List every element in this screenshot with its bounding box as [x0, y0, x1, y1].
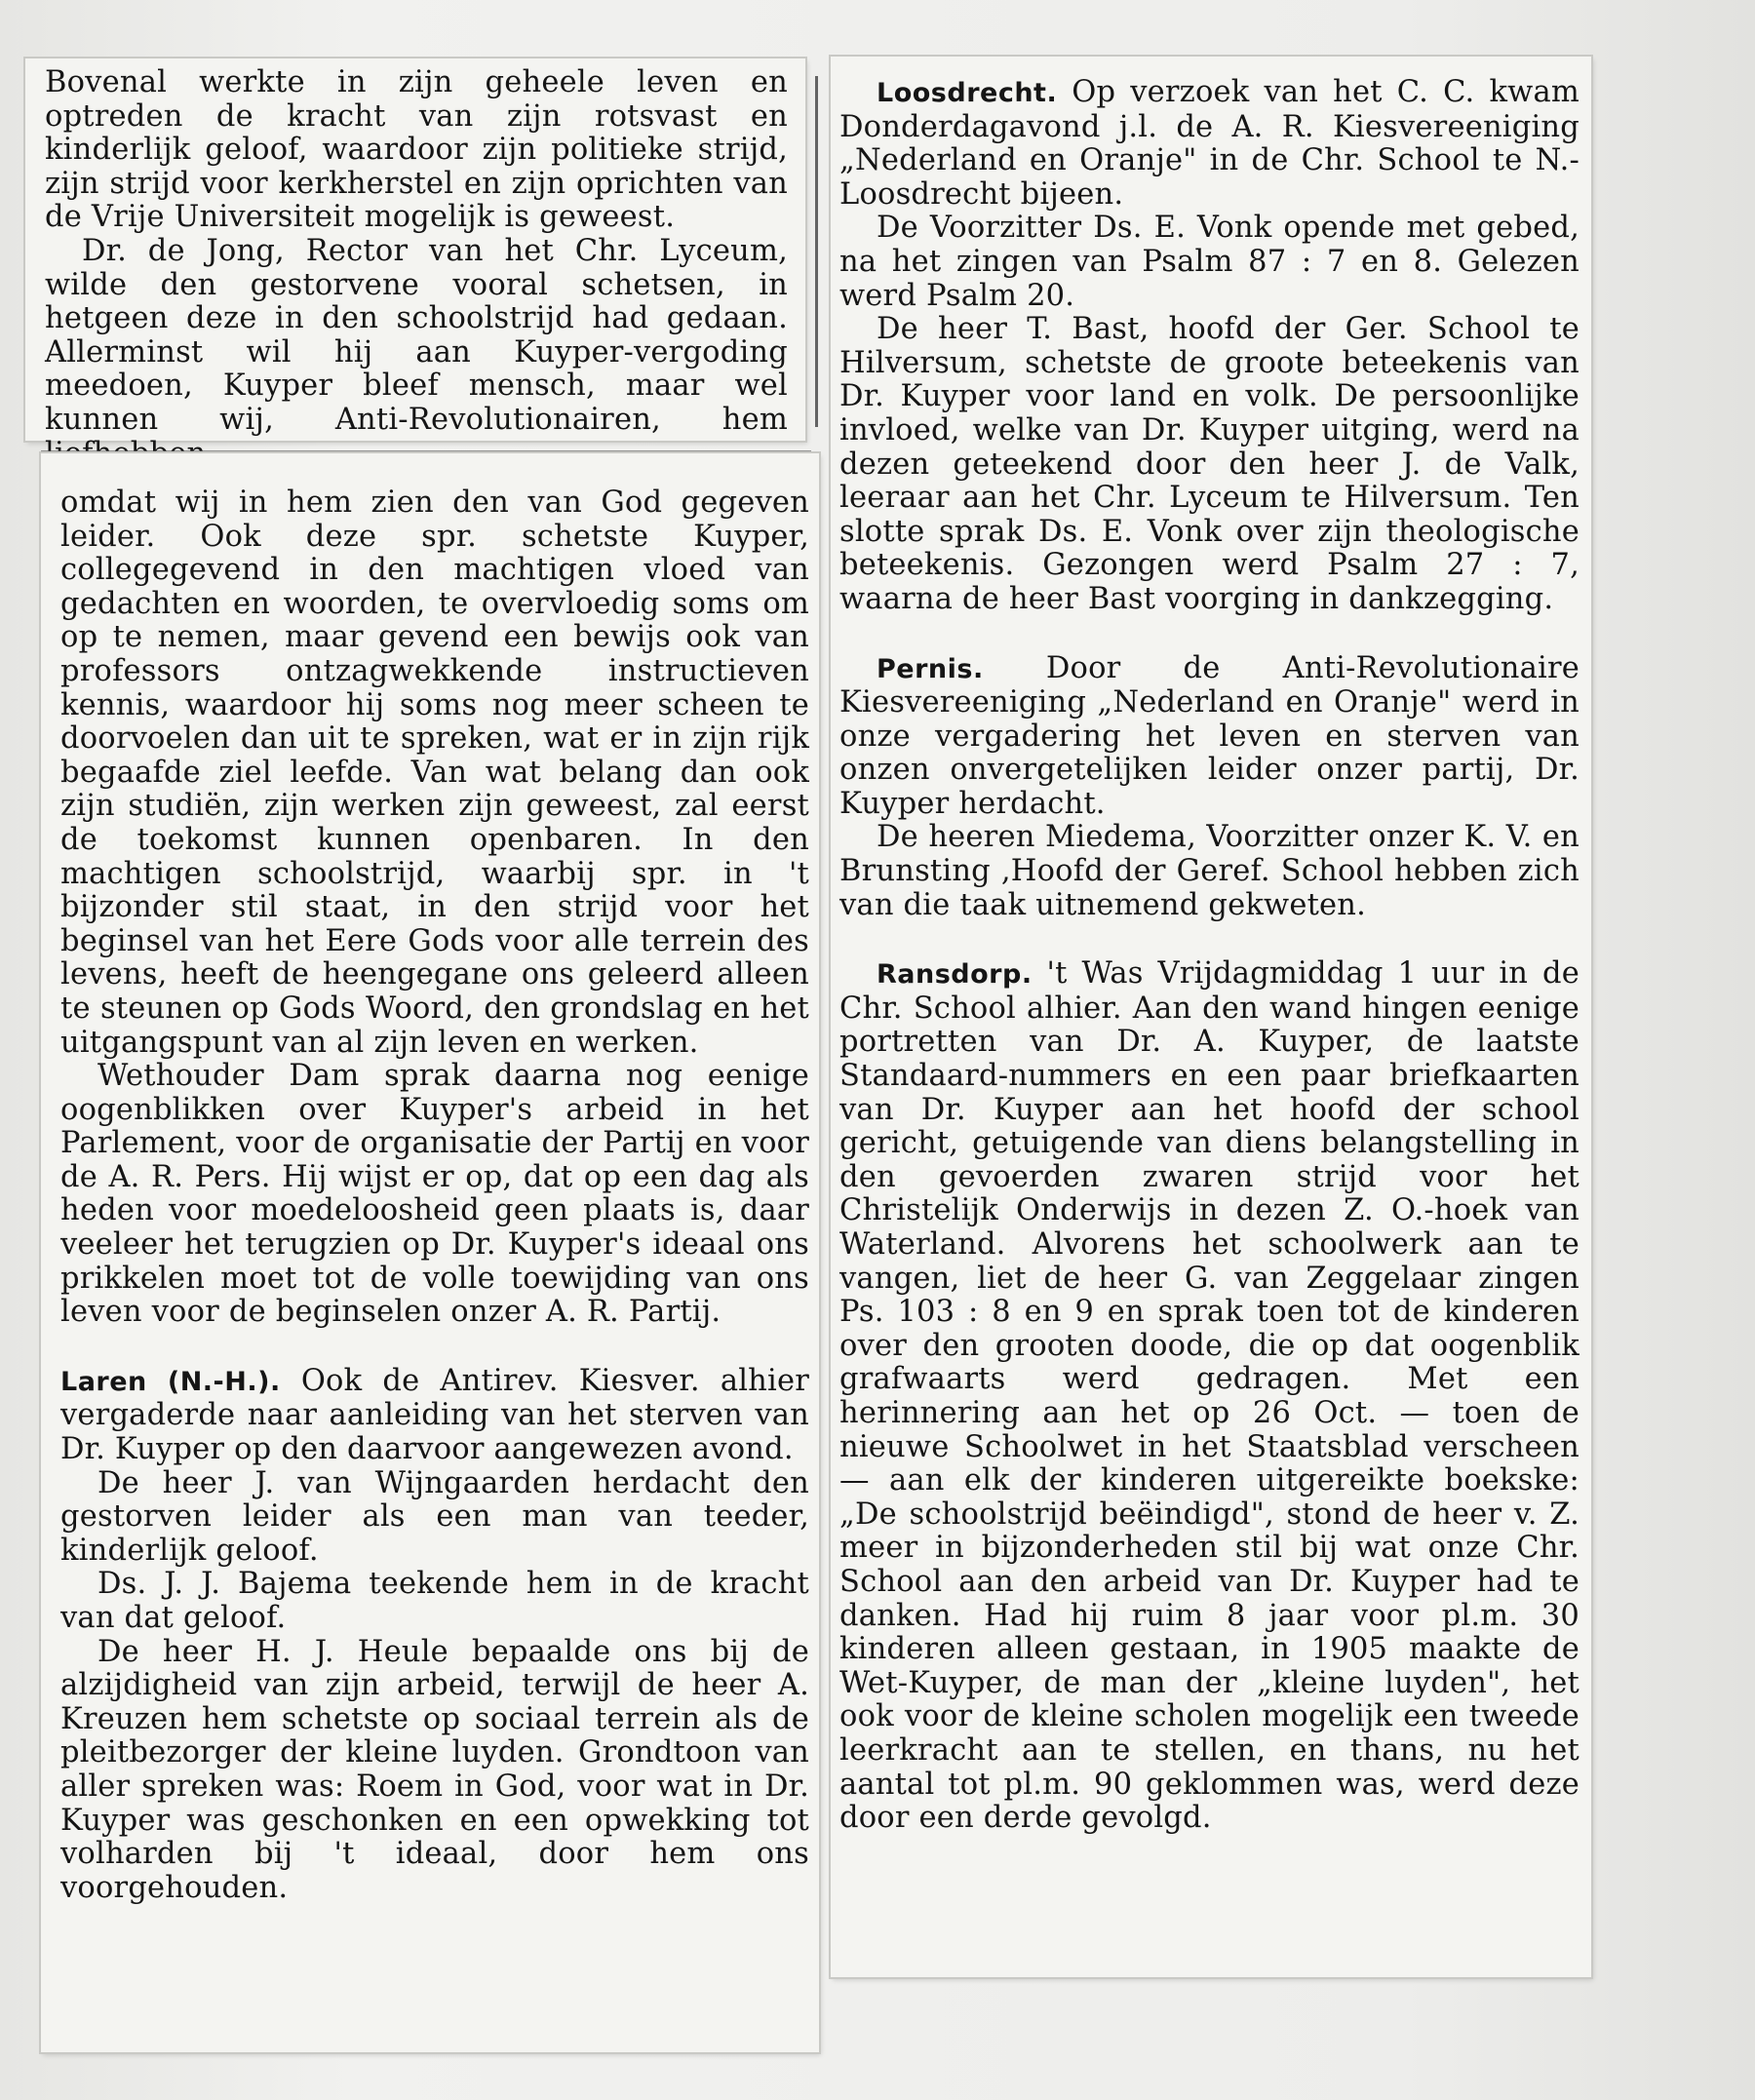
report-text: 't Was Vrijdagmiddag 1 uur in de Chr. School alhier. Aan den wand hingen eenige portretten van Dr. A. Kuyper, de laatste Standaard-nummers en een paar briefkaarten van Dr. Kuyper aan het hoofd der school gericht, getuigende van diens belangstelling in den gevoerden zwaren strijd voor het Christelijk Onderwijs in dezen Z. O.-hoek van Waterland. Alvorens het schoolwerk aan te vangen, liet de heer G. van Zeggelaar zingen Ps. 103 : 8 en 9 en sprak toen tot de kinderen over den grooten doode, die op dat oogenblik grafwaarts werd gedragen. Met een herinnering aan het op 26 Oct. — toen de nieuwe Schoolwet in het Staatsblad verscheen — aan elk der kinderen uitgereikte boekske: „De schoolstrijd beëindigd", stond de heer v. Z. meer in bijzonderheden stil bij wat onze Chr. School aan den arbeid van Dr. Kuyper had te danken. Had hij ruim 8 jaar voor pl.m. 30 kinderen alleen gestaan, in 1905 maakte de Wet-Kuyper, de man der „kleine luyden", het ook voor de kleine scholen mogelijk een tweede leerkracht aan te stellen, en thans, nu het aantal tot pl.m. 90 geklommen was, werd deze door een derde gevolgd. [839, 956, 1580, 1836]
place-name: Ransdorp. [877, 959, 1033, 991]
paragraph: De heer H. J. Heule bepaalde ons bij de alzijdigheid van zijn arbeid, terwijl de heer A. Kreuzen hem schetste op sociaal terrein als de pleitbezorger der kleine luyden. Grondtoon van aller spreken was: Roem in God, voor wat in Dr. Kuyper was geschonken en een opwekking tot volharden bij 't ideaal, door hem ons voorgehouden. [60, 1634, 809, 1905]
place-name: Pernis. [877, 653, 984, 684]
report-laren [60, 1365, 809, 1467]
paragraph: omdat wij in hem zien den van God gegeven leider. Ook deze spr. schetste Kuyper, collegegevend in den machtigen vloed van gedachten en woorden, te overvloedig soms om op te nemen, maar gevend een bewijs ook van professors ontzagwekkende instructieven kennis, waardoor hij soms nog meer scheen te doorvoelen dan uit te spreken, wat er in zijn rijk begaafde ziel leefde. Van wat belang dan ook zijn studiën, zijn werken zijn geweest, zal eerst de toekomst kunnen openbaren. In den machtigen schoolstrijd, waarbij spr. in 't bijzonder stil staat, in den strijd voor het beginsel van het Eere Gods voor alle terrein des levens, heeft de heengegane ons geleerd alleen te steunen op Gods Woord, den grondslag en het uitgangspunt van al zijn leven en werken. [60, 486, 809, 1060]
place-name: Laren (N.-H.). [60, 1366, 281, 1397]
paragraph: Bovenal werkte in zijn geheele leven en optreden de kracht van zijn rotsvast en kinderlijk geloof, waardoor zijn politieke strijd, zijn strijd voor kerkherstel en zijn oprichten van de Vrije Universiteit mogelijk is geweest. [45, 65, 788, 235]
place-name: Loosdrecht. [877, 78, 1058, 108]
clipping-right [831, 57, 1591, 1977]
clipping-divider [41, 450, 811, 452]
paragraph: Ds. J. J. Bajema teekende hem in de kracht van dat geloof. [60, 1567, 809, 1635]
report-pernis [839, 652, 1580, 822]
report-text: Door de Anti-Revolutionaire Kiesvereeniging „Nederland en Oranje" werd in onze vergadering het leven en sterven van onzen onvergetelijken leider onzer partij, Dr. Kuyper herdacht. [839, 650, 1580, 821]
paragraph: De Voorzitter Ds. E. Vonk opende met gebed, na het zingen van Psalm 87 : 7 en 8. Gelezen werd Psalm 20. [839, 211, 1580, 313]
paragraph: Dr. de Jong, Rector van het Chr. Lyceum, wilde den gestorvene vooral schetsen, in hetgeen deze in den schoolstrijd had gedaan. Allerminst wil hij aan Kuyper-vergoding meedoen, Kuyper bleef mensch, maar wel kunnen wij, Anti-Revolutionairen, hem [45, 233, 788, 437]
report-loosdrecht [839, 76, 1580, 212]
clipping-left-top [25, 58, 805, 441]
report-text: Op verzoek van het C. C. kwam Donderdagavond j.l. de A. R. Kiesvereeniging „Nederland en Oranje" in de Chr. School te N.-Loosdrecht bijeen. [839, 75, 1580, 212]
column-divider [815, 76, 818, 427]
report-ransdorp [839, 957, 1580, 1835]
report-text: Ook de Antirev. Kiesver. alhier vergaderde naar aanleiding van het sterven van Dr. Kuyper op den daarvoor aangewezen avond. [60, 1363, 809, 1467]
clipping-left-bottom [41, 453, 819, 2052]
paragraph: De heeren Miedema, Voorzitter onzer K. V. en Brunsting ,Hoofd der Geref. School hebben zich van die taak uitnemend gekweten. [839, 820, 1580, 922]
paragraph: Wethouder Dam sprak daarna nog eenige oogenblikken over Kuyper's arbeid in het Parlement, voor de organisatie der Partij en voor de A. R. Pers. Hij wijst er op, dat op een dag als heden voor moedeloosheid geen plaats is, daar veeleer het terugzien op Dr. Kuyper's ideaal ons prikkelen moet tot de volle toewijding van ons leven voor de beginselen onzer A. R. Partij. [60, 1059, 809, 1330]
paragraph: De heer J. van Wijngaarden herdacht den gestorven leider als een man van teeder, kinderlijk geloof. [60, 1465, 809, 1568]
paragraph: De heer T. Bast, hoofd der Ger. School te Hilversum, schetste de groote beteekenis van Dr. Kuyper voor land en volk. De persoonlijke invloed, welke van Dr. Kuyper uitging, werd na dezen geteekend door den heer J. de Valk, leeraar aan het Chr. Lyceum te Hilversum. Ten slotte sprak Ds. E. Vonk over zijn theologische beteekenis. Gezongen werd Psalm 27 : 7, waarna de heer Bast voorging in dankzegging. [839, 312, 1580, 616]
